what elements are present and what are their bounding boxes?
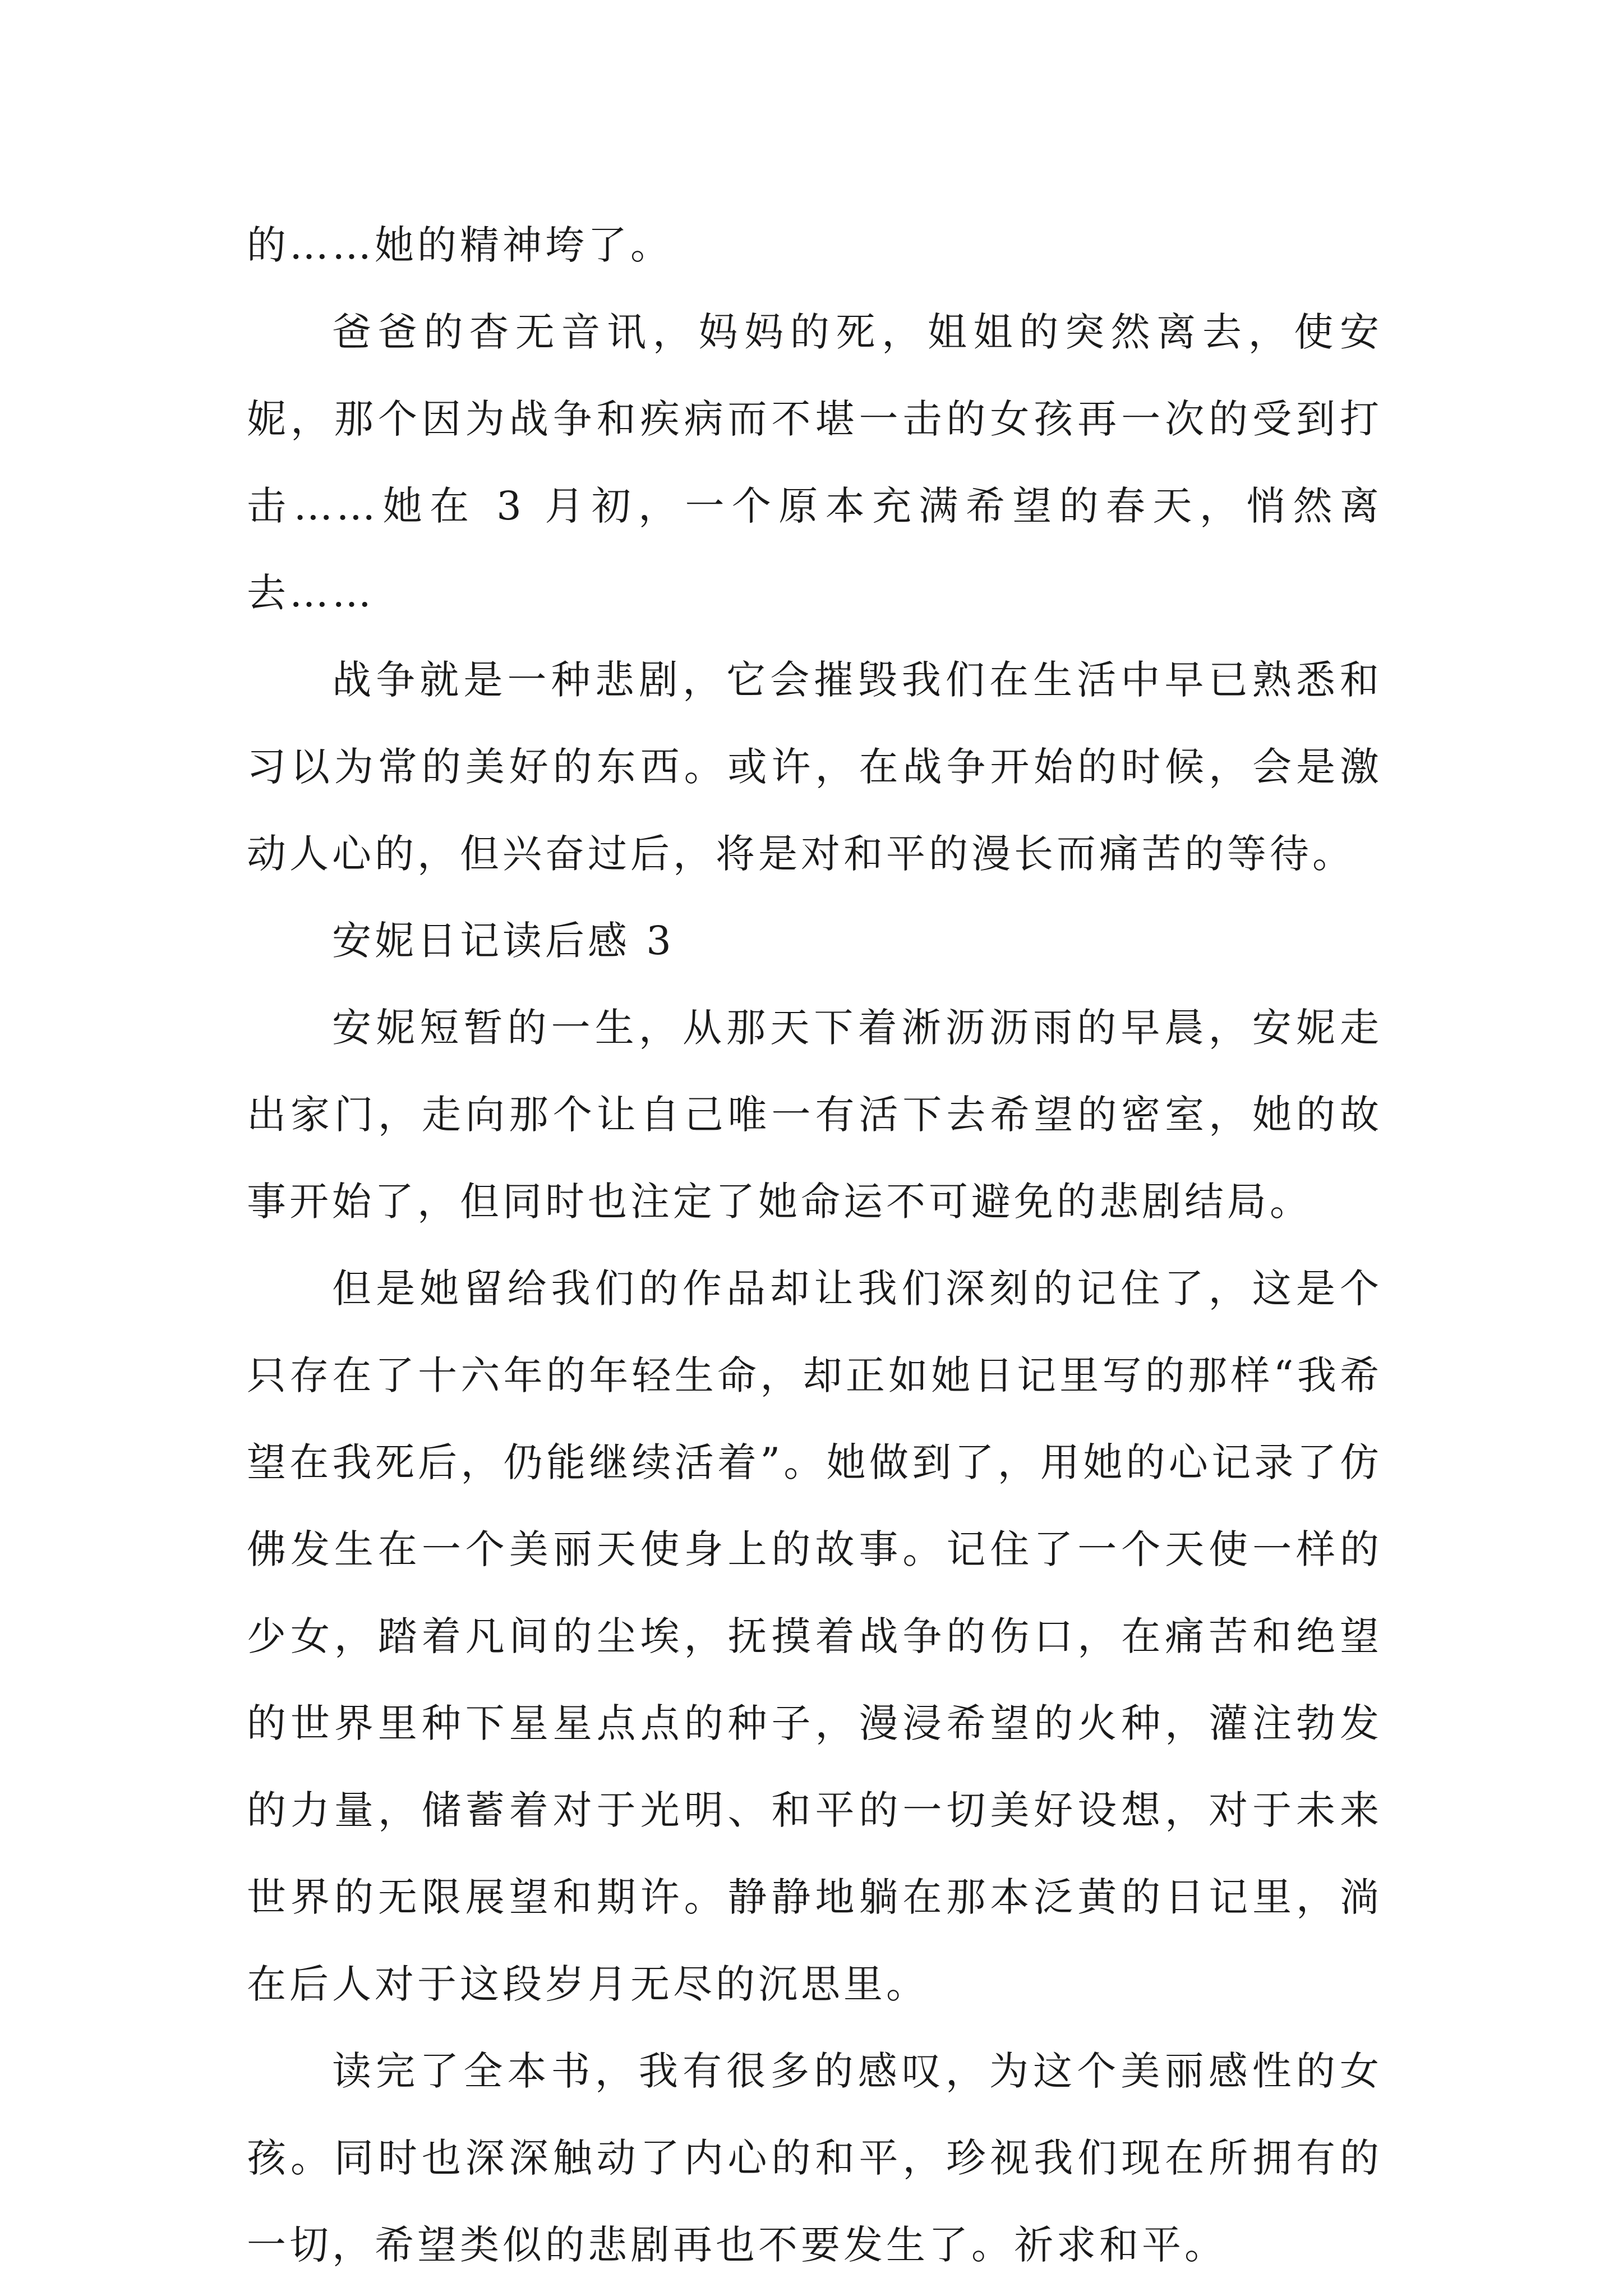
section-heading: 安妮日记读后感 3 [332, 918, 675, 964]
paragraph: 安妮短暂的一生，从那天下着淅沥沥雨的早晨，安妮走出家门，走向那个让自己唯一有活下去希望的密室，她的故事开始了，但同时也注定了她命运不可避免的悲剧结局。 [247, 1005, 1382, 1225]
paragraph: 但是她留给我们的作品却让我们深刻的记住了，这是个只存在了十六年的年轻生命，却正如她日记里写的那样“我希望在我死后，仍能继续活着”。她做到了，用她的心记录了仿佛发生在一个美丽天使身上的故事。记住了一个天使一样的少女，踏着凡间的尘埃，抚摸着战争的伤口，在痛苦和绝望的世界里种下星星点点的种子，漫浸希望的火种，灌注勃发的力量，储蓄着对于光明、和平的一切美好设想，对于未来世界的无限展望和期许。静静地躺在那本泛黄的日记里，淌在后人对于这段岁月无尽的沉思里。 [247, 1266, 1382, 2007]
paragraph: 战争就是一种悲剧，它会摧毁我们在生活中早已熟悉和习以为常的美好的东西。或许，在战争开始的时候，会是激动人心的，但兴奋过后，将是对和平的漫长而痛苦的等待。 [247, 657, 1382, 877]
paragraph: 读完了全本书，我有很多的感叹，为这个美丽感性的女孩。同时也深深触动了内心的和平，珍视我们现在所拥有的一切，希望类似的悲剧再也不要发生了。祈求和平。 [247, 2048, 1382, 2268]
paragraph-continuation: 的……她的精神垮了。 [247, 222, 673, 268]
paragraph: 爸爸的杳无音讯，妈妈的死，姐姐的突然离去，使安妮，那个因为战争和疾病而不堪一击的女孩再一次的受到打击……她在 3 月初，一个原本充满希望的春天，悄然离去…… [247, 309, 1382, 616]
document-body [247, 202, 1382, 2289]
